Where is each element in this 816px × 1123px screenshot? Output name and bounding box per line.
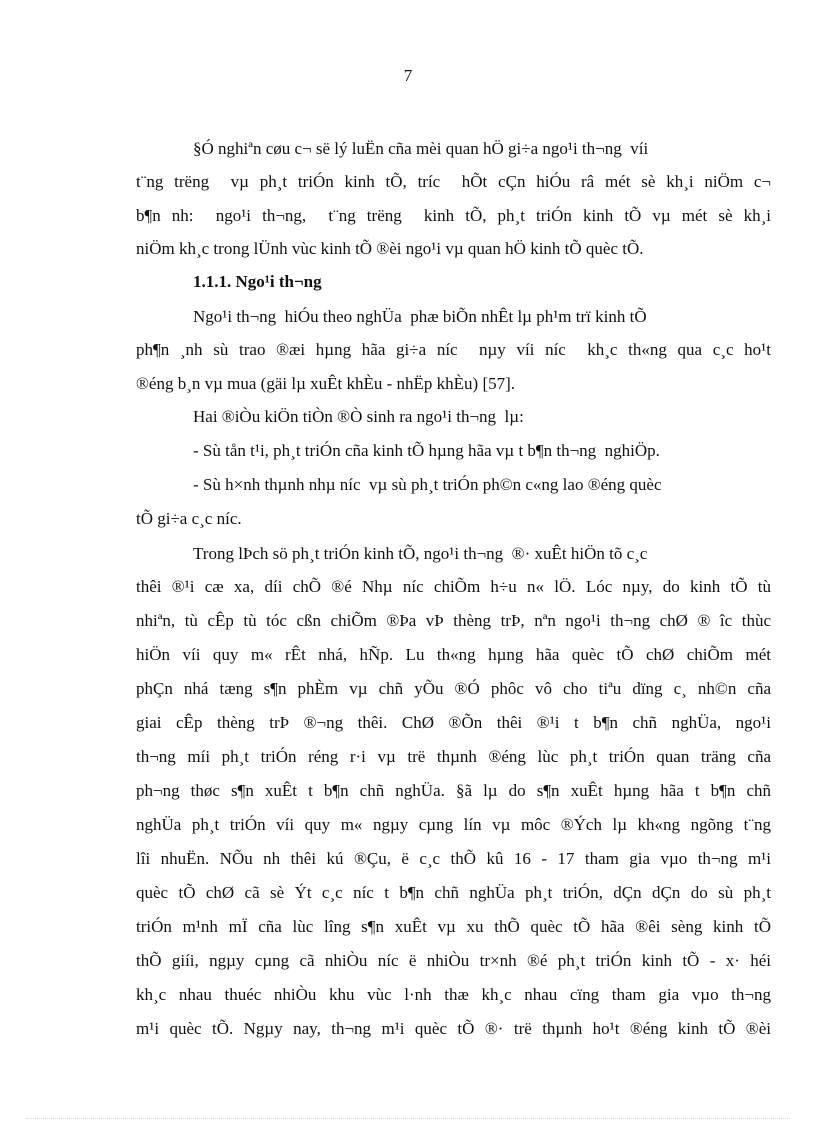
list-item: - Sù h×nh thµnh nhµ níc vµ sù ph¸t triÓn ph©n c«ng lao ®éng quèc [193, 475, 662, 494]
text-line: niÖm kh¸c trong lÜnh vùc kinh tÕ ®èi ngo¹i vµ quan hÖ kinh tÕ quèc tÕ. [136, 239, 644, 258]
text-line: nhiªn, tù cÊp tù tóc cßn chiÕm ®Þa vÞ thèng trÞ, nªn ngo¹i th¬ng chØ ® îc thùc [136, 611, 771, 630]
text-line: nghÜa ph¸t triÓn víi quy m« ngµy cµng lín vµ môc ®Ých lµ kh«ng ngõng t¨ng [136, 815, 771, 834]
text-line: thêi ®¹i cæ xa, díi chÕ ®é Nhµ níc chiÕm h÷u n« lÖ. Lóc nµy, do kinh tÕ tù [136, 577, 771, 596]
text-line: Ngo¹i th¬ng hiÓu theo nghÜa phæ biÕn nhÊt lµ ph¹m trï kinh tÕ [193, 307, 647, 326]
text-line: lîi nhuËn. NÕu nh thêi kú ®Çu, ë c¸c thÕ kû 16 - 17 tham gia vµo th¬ng m¹i [136, 849, 771, 868]
text-line: m¹i quèc tÕ. Ngµy nay, th¬ng m¹i quèc tÕ ®· trë thµnh ho¹t ®éng kinh tÕ ®èi [136, 1019, 771, 1038]
text-line: Trong lÞch sö ph¸t triÓn kinh tÕ, ngo¹i th¬ng ®· xuÊt hiÖn tõ c¸c [193, 544, 648, 563]
text-line: kh¸c nhau thuéc nhiÒu khu vùc l·nh thæ kh¸c nhau cïng tham gia vµo th¬ng [136, 985, 771, 1004]
text-line: t¨ng trëng vµ ph¸t triÓn kinh tÕ, tríc hÕt cÇn hiÓu râ mét sè kh¸i niÖm c¬ [136, 172, 771, 191]
text-line: tÕ gi÷a c¸c níc. [136, 509, 242, 528]
text-line: giai cÊp thèng trÞ ®¬ng thêi. ChØ ®Õn thêi ®¹i t b¶n chñ nghÜa, ngo¹i [136, 713, 771, 732]
text-line: triÓn m¹nh mÏ cña lùc lîng s¶n xuÊt vµ xu thÕ quèc tÕ hãa ®êi sèng kinh tÕ [136, 917, 771, 936]
page-number: 7 [403, 66, 413, 85]
section-heading: 1.1.1. Ngo¹i th¬ng [193, 272, 322, 291]
text-line: ph¶n ¸nh sù trao ®æi hµng hãa gi÷a níc nµy víi níc kh¸c th«ng qua c¸c ho¹t [136, 340, 771, 359]
text-line: phÇn nhá tæng s¶n phÈm vµ chñ yÕu ®Ó phôc vô cho tiªu dïng c¸ nh©n cña [136, 679, 771, 698]
text-line: thÕ giíi, ngµy cµng cã nhiÒu níc ë nhiÒu tr×nh ®é ph¸t triÓn kinh tÕ - x· héi [136, 951, 771, 970]
text-line: ph¬ng thøc s¶n xuÊt t b¶n chñ nghÜa. §ã lµ do s¶n xuÊt hµng hãa t b¶n chñ [136, 781, 771, 800]
text-line: Hai ®iÒu kiÖn tiÒn ®Ò sinh ra ngo¹i th¬ng lµ: [193, 407, 524, 426]
text-line: §Ó nghiªn cøu c¬ së lý luËn cña mèi quan hÖ gi÷a ngo¹i th¬ng víi [193, 139, 649, 158]
page-edge-divider [26, 1118, 790, 1119]
text-line: hiÖn víi quy m« rÊt nhá, hÑp. Lu th«ng hµng hãa quèc tÕ chØ chiÕm mét [136, 645, 771, 664]
text-line: ®éng b¸n vµ mua (gäi lµ xuÊt khÈu - nhËp khÈu) [57]. [136, 374, 516, 393]
text-line: th¬ng míi ph¸t triÓn réng r·i vµ trë thµnh ®éng lùc ph¸t triÓn quan träng cña [136, 747, 771, 766]
text-line: quèc tÕ chØ cã sè Ýt c¸c níc t b¶n chñ nghÜa ph¸t triÓn, dÇn dÇn do sù ph¸t [136, 883, 771, 902]
list-item: - Sù tån t¹i, ph¸t triÓn cña kinh tÕ hµng hãa vµ t b¶n th¬ng nghiÖp. [193, 441, 660, 460]
text-line: b¶n nh: ngo¹i th¬ng, t¨ng trëng kinh tÕ, ph¸t triÓn kinh tÕ vµ mét sè kh¸i [136, 206, 771, 225]
